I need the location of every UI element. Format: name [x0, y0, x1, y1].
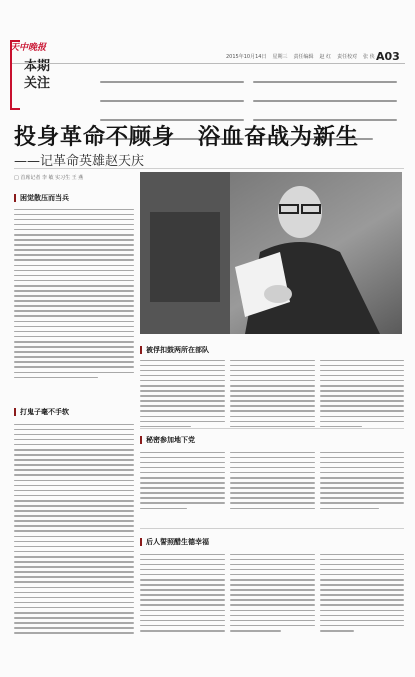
text-column-mid-9: [320, 550, 404, 635]
text-column-mid-8: [230, 550, 315, 635]
intro-blurb: [100, 72, 400, 110]
column-header: [10, 40, 70, 110]
checker-label: 责任校对: [337, 53, 358, 60]
headline: 投身革命不顾身 浴血奋战为新生: [14, 124, 360, 150]
editor-name: 赵 红: [319, 53, 332, 60]
portrait-photo: [140, 172, 402, 334]
text-column-mid-5: [230, 448, 315, 513]
subheadline: ——记革命英雄赵天庆: [14, 154, 145, 169]
byline: □ 首席记者 李 敏 实习生 王 燕: [14, 175, 84, 181]
text-column-left-top: [14, 205, 134, 382]
page-info-bar: [226, 51, 376, 61]
text-column-mid-2: [230, 356, 315, 431]
text-column-mid-7: [140, 550, 225, 635]
headline-rule: [14, 168, 404, 169]
text-column-left-bottom: [14, 420, 134, 637]
checker-name: 张 侠: [363, 53, 375, 60]
section-head-3: 打鬼子毫不手软: [14, 408, 69, 416]
text-column-mid-1: [140, 356, 225, 431]
page-code: A03: [376, 50, 400, 63]
issue-day: 星期三: [272, 53, 288, 60]
top-rule: [12, 63, 405, 64]
editor-label: 责任编辑: [293, 53, 314, 60]
newspaper-logo: 天中晚报: [10, 43, 47, 53]
section-head-1: 困觉散压而当兵: [14, 194, 69, 202]
text-column-mid-6: [320, 448, 404, 513]
section-divider: [140, 428, 404, 429]
column-title-line2: 关注: [24, 76, 51, 91]
issue-date: 2015年10月14日: [226, 53, 267, 60]
section-head-4: 秘密参加地下党: [140, 436, 195, 444]
section-head-5: 后人誓照醋生德幸福: [140, 538, 209, 546]
section-divider-2: [140, 528, 404, 529]
elderly-man-reading-photo: [140, 172, 402, 334]
section-head-2: 被俘扣鼓两所在部队: [140, 346, 209, 354]
text-column-mid-3: [320, 356, 404, 431]
column-title-line1: 本期: [24, 59, 51, 74]
text-column-mid-4: [140, 448, 225, 513]
